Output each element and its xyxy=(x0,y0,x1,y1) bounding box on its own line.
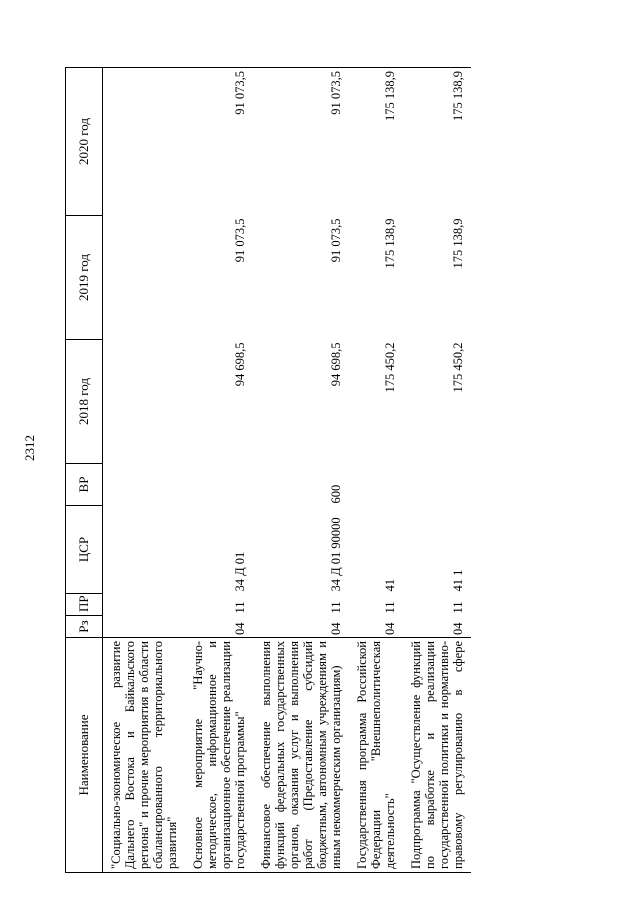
row-name: Государственная программа Российской Федерации "Внешнеполитическая деятельность" xyxy=(349,638,403,873)
row-2020: 175 138,9 xyxy=(349,68,403,216)
row-2020: 91 073,5 xyxy=(185,68,253,216)
page-number: 2312 xyxy=(22,435,37,461)
row-vr xyxy=(349,464,403,506)
table-header-row xyxy=(66,68,103,873)
row-rz: 04 xyxy=(383,622,397,635)
row-name: Подпрограмма "Осуществление функций по выработке и реализации государственной политики и нормативно-правовому регулированию в сфере xyxy=(403,638,471,873)
header-2019: 2019 год xyxy=(66,216,103,340)
row-csr: 34 Д 01 xyxy=(233,551,247,592)
row-csr: 41 1 xyxy=(451,569,465,592)
row-pr: 11 xyxy=(451,601,465,614)
header-vr: ВР xyxy=(66,464,103,506)
header-name: Наименование xyxy=(66,638,103,873)
budget-table xyxy=(65,67,471,873)
row-2018: 94 698,5 xyxy=(233,342,247,387)
row-pr xyxy=(103,594,186,616)
row-vr: 600 xyxy=(329,484,343,504)
row-csr: 34 Д 01 90000 xyxy=(329,517,343,592)
row-rz: 04 xyxy=(329,622,343,635)
row-2020: 91 073,5 xyxy=(253,68,349,216)
header-csr: ЦСР xyxy=(66,506,103,594)
header-2020: 2020 год xyxy=(66,68,103,216)
row-2018: 175 450,2 xyxy=(451,342,465,393)
header-rz: Рз xyxy=(66,616,103,638)
row-rz: 04 xyxy=(233,622,247,635)
table-row xyxy=(103,68,186,873)
row-2020: 175 138,9 xyxy=(403,68,471,216)
table-row xyxy=(185,68,253,873)
row-name: "Социально-экономическое развитие Дальнего Востока и Байкальского региона" и прочие мероприятия в области сбалансированного территориального развития" xyxy=(103,638,186,873)
row-vr xyxy=(103,464,186,506)
table-row xyxy=(349,68,403,873)
row-vr xyxy=(185,464,253,506)
row-2019: 91 073,5 xyxy=(233,218,247,263)
row-csr xyxy=(103,506,186,594)
row-pr: 11 xyxy=(329,601,343,614)
row-2019: 175 138,9 xyxy=(451,218,465,269)
row-name: Финансовое обеспечение выполнения функций федеральных государственных органов, оказания услуг и выполнения работ (Предоставление субсидий бюджетным, автономным учреждениям и иным некоммерческим организациям) xyxy=(253,638,349,873)
table-row xyxy=(403,68,471,873)
row-rz: 04 xyxy=(451,622,465,635)
row-csr: 41 xyxy=(383,579,397,592)
row-name: Основное мероприятие "Научно-методическое, информационное и организационное обеспечение реализации государственной программы" xyxy=(185,638,253,873)
row-pr: 11 xyxy=(383,601,397,614)
row-2019: 175 138,9 xyxy=(383,218,397,269)
row-2020 xyxy=(103,68,186,216)
row-2018: 94 698,5 xyxy=(329,342,343,387)
row-2018: 175 450,2 xyxy=(383,342,397,393)
table-row xyxy=(253,68,349,873)
row-2018 xyxy=(103,340,186,464)
row-2019: 91 073,5 xyxy=(329,218,343,263)
row-pr: 11 xyxy=(233,601,247,614)
row-2019 xyxy=(103,216,186,340)
rotated-table-sheet xyxy=(65,68,615,873)
header-pr: ПР xyxy=(66,594,103,616)
header-2018: 2018 год xyxy=(66,340,103,464)
row-vr xyxy=(403,464,471,506)
row-rz xyxy=(103,616,186,638)
